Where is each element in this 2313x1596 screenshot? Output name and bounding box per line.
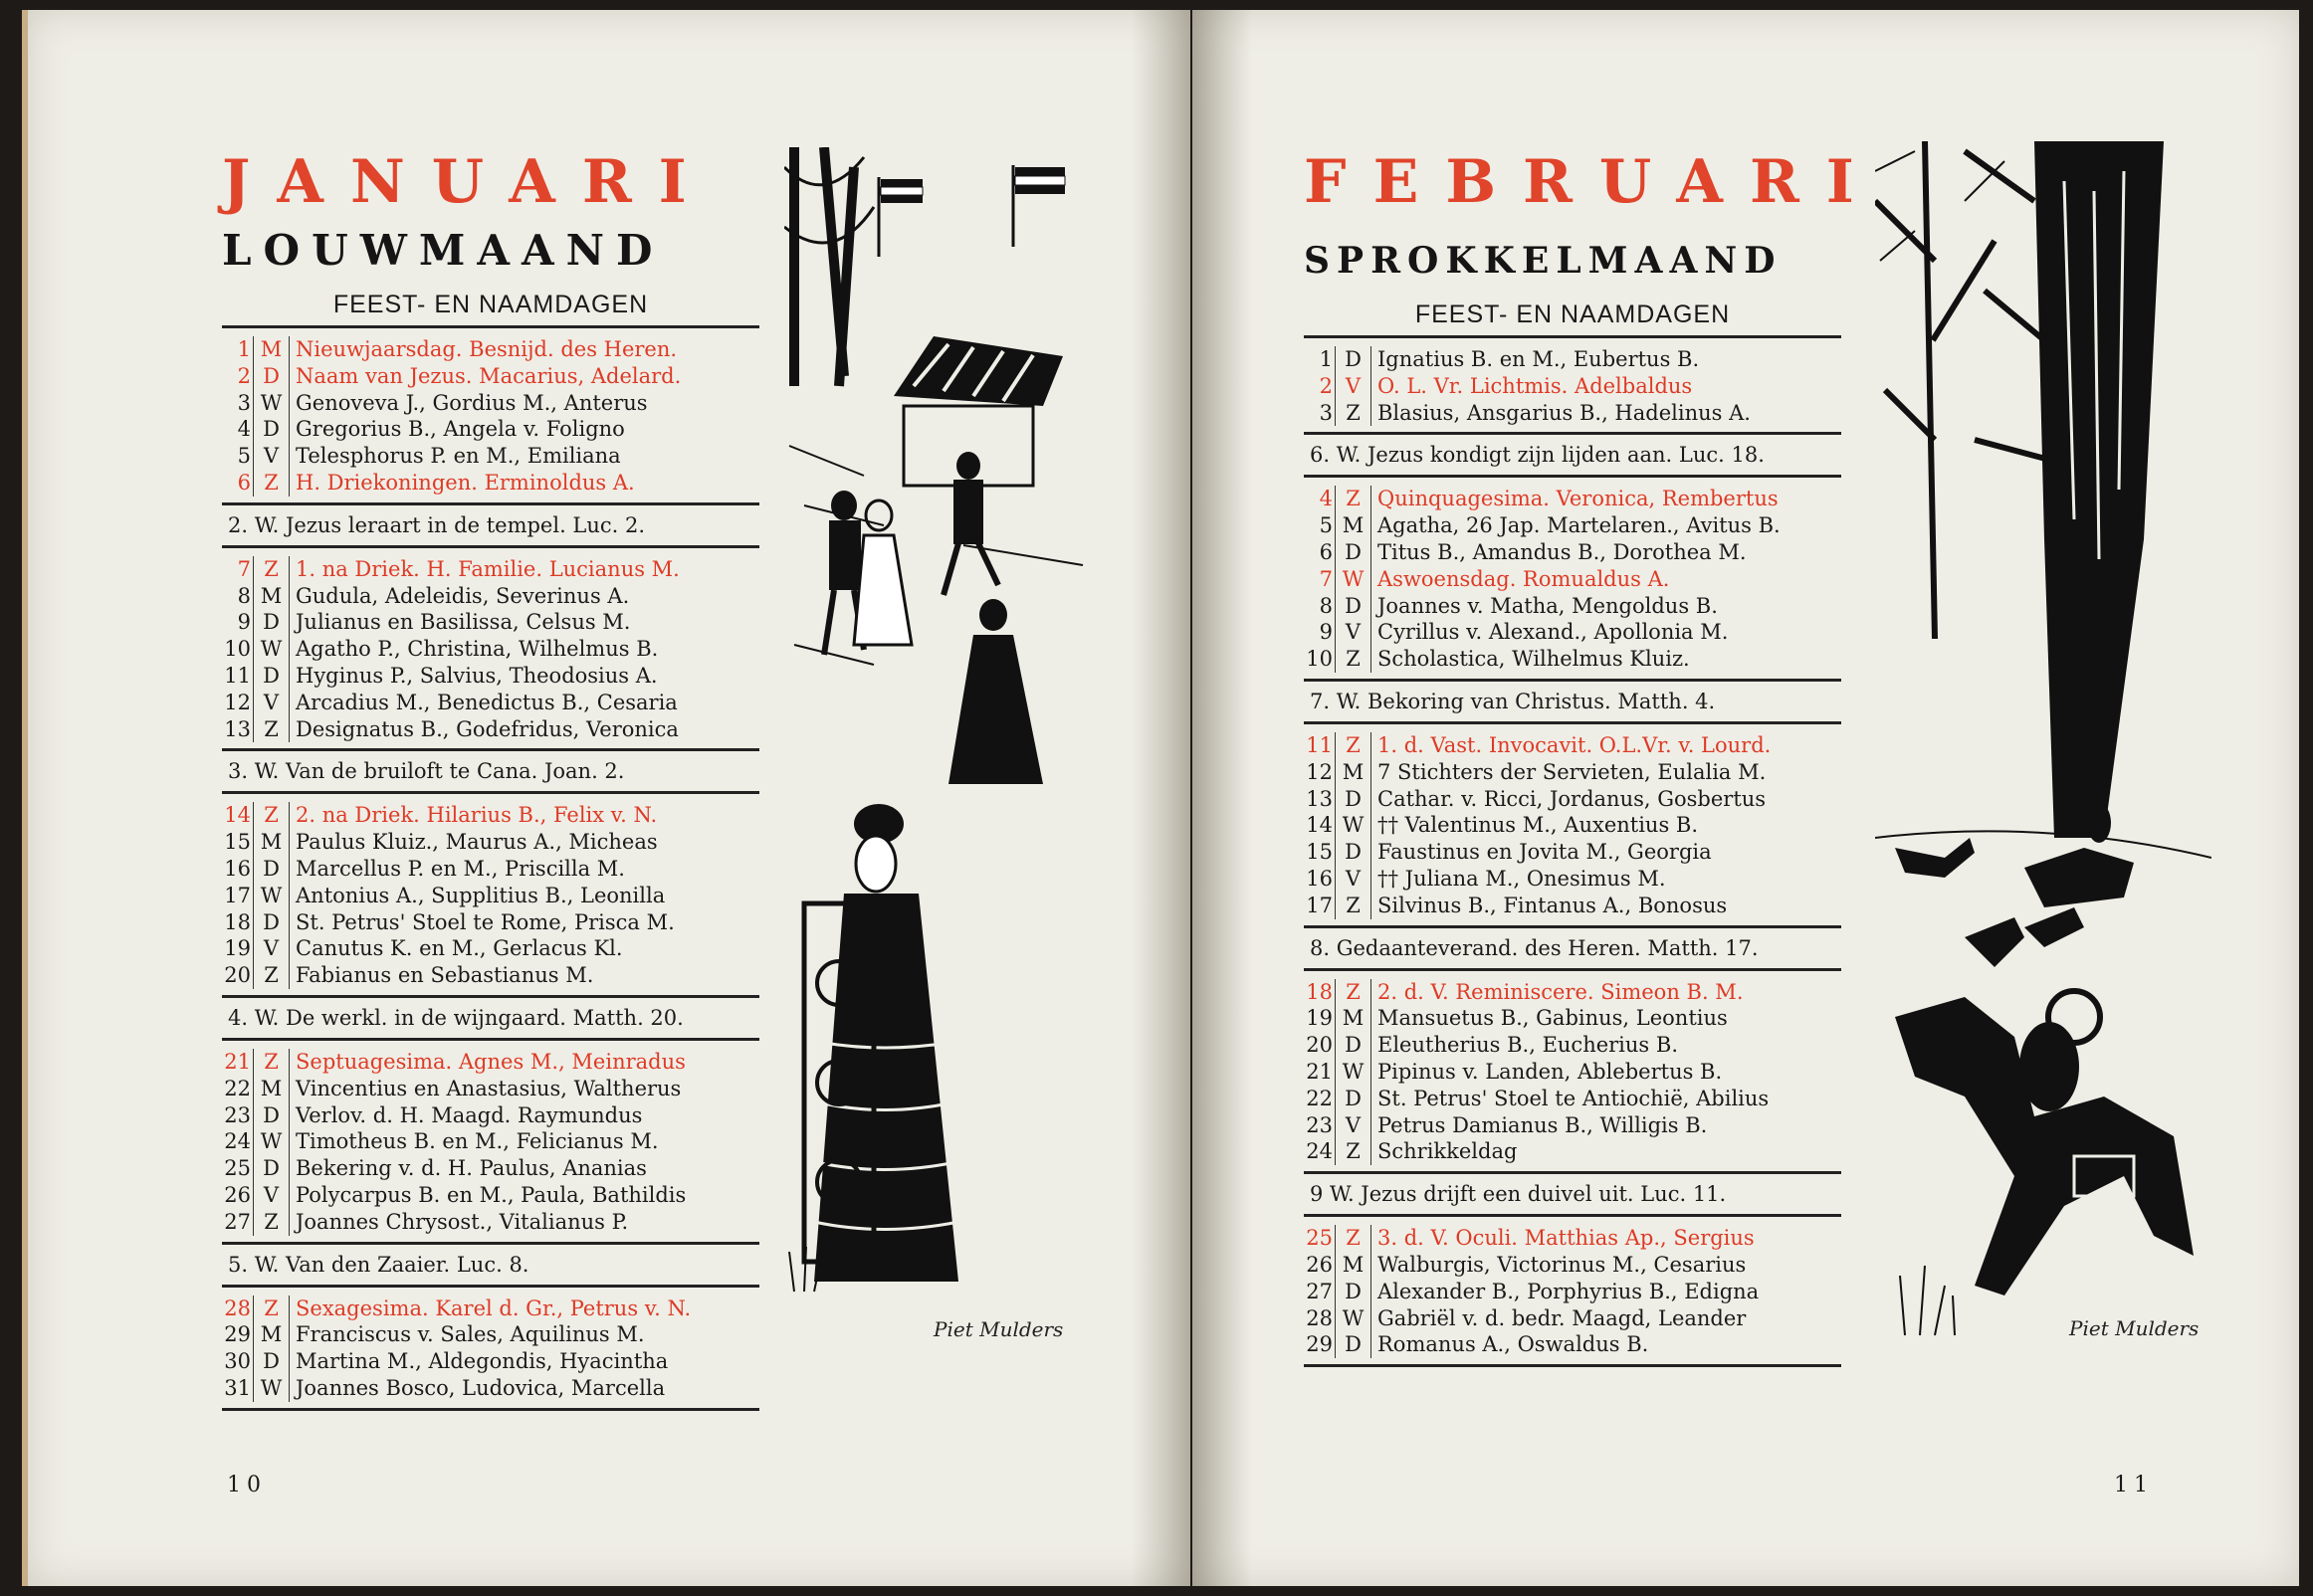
day-number: 21 [1304, 1059, 1336, 1086]
saints-text: Quinquagesima. Veronica, Rembertus [1377, 487, 1779, 511]
day-number: 26 [222, 1182, 254, 1209]
calendar-row [1304, 346, 1841, 373]
saints-text: Silvinus B., Fintanus A., Bonosus [1377, 893, 1728, 917]
weekday-letter: D [254, 856, 290, 883]
day-number: 13 [1304, 786, 1336, 813]
weekday-letter: Z [254, 962, 290, 989]
calendar-row [222, 1128, 759, 1155]
weekday-letter: D [1336, 1331, 1371, 1358]
calendar-row [1304, 400, 1841, 427]
day-number: 27 [1304, 1279, 1336, 1305]
calendar-table [222, 325, 759, 1411]
saints-text: Joannes Chrysost., Vitalianus P. [296, 1209, 629, 1234]
weekday-letter: Z [1336, 400, 1371, 427]
saints-text: St. Petrus' Stoel te Antiochië, Abilius [1377, 1086, 1770, 1110]
sunday-gospel-line: 5. W. Van den Zaaier. Luc. 8. [222, 1242, 759, 1285]
saints-text: Mansuetus B., Gabinus, Leontius [1377, 1006, 1728, 1031]
day-number: 19 [222, 935, 254, 962]
weekday-letter: W [1336, 566, 1371, 593]
day-number: 14 [1304, 812, 1336, 839]
sunday-gospel-line: 2. W. Jezus leraart in de tempel. Luc. 2. [222, 502, 759, 545]
weekday-letter: W [254, 883, 290, 909]
saints-text: Petrus Damianus B., Willigis B. [1377, 1112, 1708, 1137]
calendar-row [222, 390, 759, 417]
day-number: 25 [1304, 1225, 1336, 1252]
weekday-letter: Z [1336, 646, 1371, 673]
month-title: FEBRUARI [1304, 147, 1881, 217]
saints-text: Gabriël v. d. bedr. Maagd, Leander [1377, 1305, 1747, 1330]
saints-text: Fabianus en Sebastianus M. [296, 963, 594, 988]
saints-text: Joannes Bosco, Ludovica, Marcella [296, 1375, 666, 1400]
weekday-letter: Z [254, 716, 290, 743]
saints-text: Polycarpus B. en M., Paula, Bathildis [296, 1182, 687, 1207]
calendar-row [222, 1209, 759, 1236]
weekday-letter: D [254, 1155, 290, 1182]
day-number: 18 [1304, 979, 1336, 1006]
saints-text: H. Driekoningen. Erminoldus A. [296, 470, 635, 495]
calendar-row [222, 416, 759, 443]
day-number: 26 [1304, 1252, 1336, 1279]
weekday-letter: Z [1336, 1138, 1371, 1165]
calendar-row [1304, 566, 1841, 593]
calendar-week-block [1304, 721, 1841, 925]
day-number: 3 [1304, 400, 1336, 427]
month-title: JANUARI [222, 147, 714, 217]
saints-text: Pipinus v. Landen, Ablebertus B. [1377, 1059, 1723, 1084]
saints-text: Arcadius M., Benedictus B., Cesaria [296, 690, 678, 714]
calendar-row [222, 363, 759, 390]
day-number: 5 [1304, 512, 1336, 539]
saints-text: Nieuwjaarsdag. Besnijd. des Heren. [296, 337, 678, 361]
calendar-row [222, 663, 759, 690]
day-number: 21 [222, 1049, 254, 1076]
calendar-row [222, 829, 759, 856]
saints-text: Ignatius B. en M., Eubertus B. [1377, 347, 1700, 371]
calendar-row [222, 1296, 759, 1322]
weekday-letter: Z [1336, 893, 1371, 919]
day-number: 1 [1304, 346, 1336, 373]
day-number: 8 [1304, 593, 1336, 620]
day-number: 28 [1304, 1305, 1336, 1332]
saints-text: Alexander B., Porphyrius B., Edigna [1377, 1279, 1760, 1303]
weekday-letter: D [254, 1102, 290, 1129]
day-number: 29 [1304, 1331, 1336, 1358]
saints-text: †† Valentinus M., Auxentius B. [1377, 813, 1699, 838]
sunday-gospel-line: 6. W. Jezus kondigt zijn lijden aan. Luc. 18. [1304, 432, 1841, 475]
weekday-letter: Z [254, 470, 290, 497]
calendar-row [222, 962, 759, 989]
calendar-row [1304, 646, 1841, 673]
saints-text: Antonius A., Supplitius B., Leonilla [296, 883, 666, 907]
saints-text: Paulus Kluiz., Maurus A., Micheas [296, 830, 658, 855]
calendar-row [1304, 1059, 1841, 1086]
weekday-letter: M [254, 336, 290, 363]
calendar-row [1304, 866, 1841, 893]
calendar-row [222, 1182, 759, 1209]
calendar-row [222, 1049, 759, 1076]
calendar-week-block [222, 545, 759, 749]
weekday-letter: W [254, 390, 290, 417]
day-number: 12 [1304, 759, 1336, 786]
calendar-row [1304, 1086, 1841, 1112]
saints-text: Vincentius en Anastasius, Waltherus [296, 1076, 682, 1100]
weekday-letter: M [254, 829, 290, 856]
calendar-row [222, 1155, 759, 1182]
weekday-letter: V [1336, 373, 1371, 400]
calendar-row [222, 690, 759, 716]
month-subtitle: LOUWMAAND [222, 226, 665, 275]
weekday-letter: D [1336, 786, 1371, 813]
day-number: 11 [1304, 732, 1336, 759]
saints-text: Hyginus P., Salvius, Theodosius A. [296, 663, 658, 688]
weekday-letter: Z [1336, 732, 1371, 759]
weekday-letter: M [1336, 512, 1371, 539]
right-page [1192, 10, 2299, 1586]
saints-text: Designatus B., Godefridus, Veronica [296, 716, 679, 741]
calendar-row [1304, 1279, 1841, 1305]
calendar-row [1304, 593, 1841, 620]
day-number: 15 [1304, 839, 1336, 866]
calendar-row [1304, 1005, 1841, 1032]
day-number: 10 [1304, 646, 1336, 673]
calendar-row [1304, 979, 1841, 1006]
saints-text: St. Petrus' Stoel te Rome, Prisca M. [296, 909, 675, 934]
saints-text: Verlov. d. H. Maagd. Raymundus [296, 1102, 643, 1127]
calendar-row [222, 556, 759, 583]
sunday-gospel-line: 3. W. Van de bruiloft te Cana. Joan. 2. [222, 748, 759, 791]
calendar-row [222, 935, 759, 962]
weekday-letter: D [1336, 1032, 1371, 1059]
calendar-row [222, 1375, 759, 1402]
calendar-row [1304, 1252, 1841, 1279]
day-number: 11 [222, 663, 254, 690]
saints-text: Bekering v. d. H. Paulus, Ananias [296, 1156, 647, 1181]
feast-days-heading: FEEST- EN NAAMDAGEN [332, 291, 649, 318]
saints-text: Timotheus B. en M., Felicianus M. [296, 1129, 659, 1154]
saints-text: Gudula, Adeleidis, Severinus A. [296, 583, 630, 608]
day-number: 20 [1304, 1032, 1336, 1059]
weekday-letter: D [1336, 1279, 1371, 1305]
day-number: 22 [1304, 1086, 1336, 1112]
feast-days-heading: FEEST- EN NAAMDAGEN [1414, 300, 1731, 328]
calendar-row [222, 909, 759, 936]
weekday-letter: M [1336, 1005, 1371, 1032]
calendar-row [1304, 1305, 1841, 1332]
saints-text: Eleutherius B., Eucherius B. [1377, 1033, 1678, 1058]
calendar-row [222, 1348, 759, 1375]
weekday-letter: V [254, 1182, 290, 1209]
january-column [222, 149, 759, 1411]
day-number: 31 [222, 1375, 254, 1402]
weekday-letter: Z [254, 1209, 290, 1236]
weekday-letter: Z [254, 802, 290, 829]
saints-text: 1. na Driek. H. Familie. Lucianus M. [296, 556, 680, 581]
day-number: 30 [222, 1348, 254, 1375]
saints-text: Schrikkeldag [1377, 1139, 1518, 1164]
sunday-gospel-line: 8. Gedaanteverand. des Heren. Matth. 17. [1304, 925, 1841, 968]
saints-text: Agatha, 26 Jap. Martelaren., Avitus B. [1377, 513, 1781, 538]
day-number: 8 [222, 583, 254, 610]
weekday-letter: V [1336, 1112, 1371, 1139]
saints-text: Septuagesima. Agnes M., Meinradus [296, 1049, 686, 1074]
calendar-week-block [1304, 475, 1841, 679]
weekday-letter: W [254, 636, 290, 663]
saints-text: Martina M., Aldegondis, Hyacintha [296, 1349, 669, 1374]
calendar-row [1304, 732, 1841, 759]
weekday-letter: V [254, 443, 290, 470]
calendar-row [222, 1076, 759, 1102]
weekday-letter: D [254, 609, 290, 636]
day-number: 12 [222, 690, 254, 716]
saints-text: Sexagesima. Karel d. Gr., Petrus v. N. [296, 1296, 692, 1320]
saints-text: Canutus K. en M., Gerlacus Kl. [296, 936, 623, 961]
day-number: 10 [222, 636, 254, 663]
calendar-week-block [222, 791, 759, 995]
weekday-letter: Z [1336, 486, 1371, 512]
calendar-row [1304, 1331, 1841, 1358]
saints-text: Franciscus v. Sales, Aquilinus M. [296, 1322, 645, 1347]
calendar-row [1304, 1138, 1841, 1165]
table-end-rule [1304, 1364, 1841, 1367]
weekday-letter: Z [254, 1049, 290, 1076]
day-number: 16 [222, 856, 254, 883]
calendar-row [222, 336, 759, 363]
day-number: 22 [222, 1076, 254, 1102]
calendar-row [222, 883, 759, 909]
day-number: 25 [222, 1155, 254, 1182]
day-number: 7 [222, 556, 254, 583]
weekday-letter: Z [1336, 979, 1371, 1006]
left-page [22, 10, 1190, 1586]
weekday-letter: D [1336, 539, 1371, 566]
day-number: 19 [1304, 1005, 1336, 1032]
day-number: 4 [222, 416, 254, 443]
day-number: 17 [1304, 893, 1336, 919]
day-number: 4 [1304, 486, 1336, 512]
sunday-gospel-line: 9 W. Jezus drijft een duivel uit. Luc. 11. [1304, 1171, 1841, 1214]
saints-text: 2. d. V. Reminiscere. Simeon B. M. [1377, 979, 1744, 1004]
calendar-row [1304, 1225, 1841, 1252]
weekday-letter: V [1336, 866, 1371, 893]
calendar-week-block [222, 325, 759, 502]
day-number: 14 [222, 802, 254, 829]
calendar-row [222, 716, 759, 743]
weekday-letter: W [1336, 812, 1371, 839]
table-end-rule [222, 1408, 759, 1411]
calendar-week-block [1304, 968, 1841, 1172]
calendar-row [222, 470, 759, 497]
saints-text: O. L. Vr. Lichtmis. Adelbaldus [1377, 373, 1693, 398]
calendar-row [1304, 512, 1841, 539]
calendar-week-block [1304, 1214, 1841, 1364]
saints-text: Genoveva J., Gordius M., Anterus [296, 390, 648, 415]
weekday-letter: D [254, 909, 290, 936]
calendar-row [1304, 759, 1841, 786]
day-number: 27 [222, 1209, 254, 1236]
day-number: 20 [222, 962, 254, 989]
sunday-gospel-line: 4. W. De werkl. in de wijngaard. Matth. 20. [222, 995, 759, 1038]
weekday-letter: D [1336, 346, 1371, 373]
calendar-row [1304, 373, 1841, 400]
saints-text: Cyrillus v. Alexand., Apollonia M. [1377, 620, 1729, 645]
calendar-row [222, 609, 759, 636]
day-number: 5 [222, 443, 254, 470]
day-number: 24 [222, 1128, 254, 1155]
day-number: 1 [222, 336, 254, 363]
saints-text: 7 Stichters der Servieten, Eulalia M. [1377, 759, 1767, 784]
saints-text: 1. d. Vast. Invocavit. O.L.Vr. v. Lourd. [1377, 732, 1772, 757]
day-number: 23 [222, 1102, 254, 1129]
day-number: 9 [1304, 619, 1336, 646]
calendar-row [1304, 893, 1841, 919]
day-number: 6 [1304, 539, 1336, 566]
day-number: 3 [222, 390, 254, 417]
weekday-letter: Z [254, 556, 290, 583]
calendar-row [1304, 539, 1841, 566]
calendar-row [222, 443, 759, 470]
weekday-letter: M [254, 583, 290, 610]
saints-text: Julianus en Basilissa, Celsus M. [296, 610, 631, 635]
calendar-row [222, 1102, 759, 1129]
day-number: 2 [1304, 373, 1336, 400]
saints-text: †† Juliana M., Onesimus M. [1377, 866, 1666, 891]
day-number: 13 [222, 716, 254, 743]
day-number: 16 [1304, 866, 1336, 893]
saints-text: Aswoensdag. Romualdus A. [1377, 566, 1670, 591]
saints-text: Gregorius B., Angela v. Foligno [296, 417, 625, 442]
day-number: 9 [222, 609, 254, 636]
weekday-letter: V [254, 690, 290, 716]
saints-text: Marcellus P. en M., Priscilla M. [296, 856, 625, 881]
day-number: 17 [222, 883, 254, 909]
calendar-row [222, 856, 759, 883]
calendar-row [1304, 619, 1841, 646]
weekday-letter: M [1336, 759, 1371, 786]
calendar-row [1304, 1032, 1841, 1059]
weekday-letter: M [1336, 1252, 1371, 1279]
weekday-letter: W [254, 1375, 290, 1402]
saints-text: Telesphorus P. en M., Emiliana [296, 444, 621, 469]
page-number: 11 [2114, 1473, 2154, 1497]
day-number: 23 [1304, 1112, 1336, 1139]
calendar-row [222, 583, 759, 610]
month-subtitle: SPROKKELMAAND [1304, 240, 1783, 282]
weekday-letter: W [1336, 1059, 1371, 1086]
calendar-row [1304, 839, 1841, 866]
weekday-letter: D [1336, 593, 1371, 620]
saints-text: Joannes v. Matha, Mengoldus B. [1377, 593, 1718, 618]
saints-text: 2. na Driek. Hilarius B., Felix v. N. [296, 803, 658, 828]
calendar-row [1304, 1112, 1841, 1139]
weekday-letter: D [254, 363, 290, 390]
calendar-row [1304, 786, 1841, 813]
saints-text: Cathar. v. Ricci, Jordanus, Gosbertus [1377, 786, 1767, 811]
sunday-gospel-line: 7. W. Bekoring van Christus. Matth. 4. [1304, 679, 1841, 721]
saints-text: Faustinus en Jovita M., Georgia [1377, 840, 1712, 865]
weekday-letter: Z [1336, 1225, 1371, 1252]
weekday-letter: D [1336, 1086, 1371, 1112]
calendar-row [1304, 812, 1841, 839]
weekday-letter: V [254, 935, 290, 962]
day-number: 15 [222, 829, 254, 856]
weekday-letter: W [254, 1128, 290, 1155]
saints-text: Blasius, Ansgarius B., Hadelinus A. [1377, 400, 1751, 425]
day-number: 18 [222, 909, 254, 936]
calendar-row [222, 802, 759, 829]
day-number: 7 [1304, 566, 1336, 593]
calendar-week-block [1304, 335, 1841, 432]
signature: Piet Mulders [934, 1317, 1064, 1341]
saints-text: Agatho P., Christina, Wilhelmus B. [296, 637, 659, 662]
weekday-letter: D [254, 663, 290, 690]
day-number: 6 [222, 470, 254, 497]
page-number: 10 [227, 1473, 267, 1497]
saints-text: Titus B., Amandus B., Dorothea M. [1377, 539, 1747, 564]
weekday-letter: M [254, 1076, 290, 1102]
calendar-table [1304, 335, 1841, 1367]
calendar-row [222, 1321, 759, 1348]
saints-text: Walburgis, Victorinus M., Cesarius [1377, 1252, 1747, 1277]
february-column [1304, 147, 1881, 1367]
saints-text: Naam van Jezus. Macarius, Adelard. [296, 363, 682, 388]
day-number: 29 [222, 1321, 254, 1348]
hunting-scene-illustration [1875, 141, 2211, 1345]
calendar-week-block [222, 1285, 759, 1408]
weekday-letter: Z [254, 1296, 290, 1322]
weekday-letter: M [254, 1321, 290, 1348]
day-number: 28 [222, 1296, 254, 1322]
calendar-week-block [222, 1038, 759, 1242]
weekday-letter: D [254, 1348, 290, 1375]
weekday-letter: D [254, 416, 290, 443]
calendar-row [222, 636, 759, 663]
saints-text: Romanus A., Oswaldus B. [1377, 1332, 1649, 1357]
weekday-letter: V [1336, 619, 1371, 646]
day-number: 2 [222, 363, 254, 390]
weekday-letter: W [1336, 1305, 1371, 1332]
day-number: 24 [1304, 1138, 1336, 1165]
skating-scene-illustration [784, 147, 1113, 1351]
calendar-row [1304, 486, 1841, 512]
weekday-letter: D [1336, 839, 1371, 866]
signature: Piet Mulders [2069, 1316, 2200, 1340]
saints-text: Scholastica, Wilhelmus Kluiz. [1377, 647, 1690, 672]
saints-text: 3. d. V. Oculi. Matthias Ap., Sergius [1377, 1226, 1755, 1251]
